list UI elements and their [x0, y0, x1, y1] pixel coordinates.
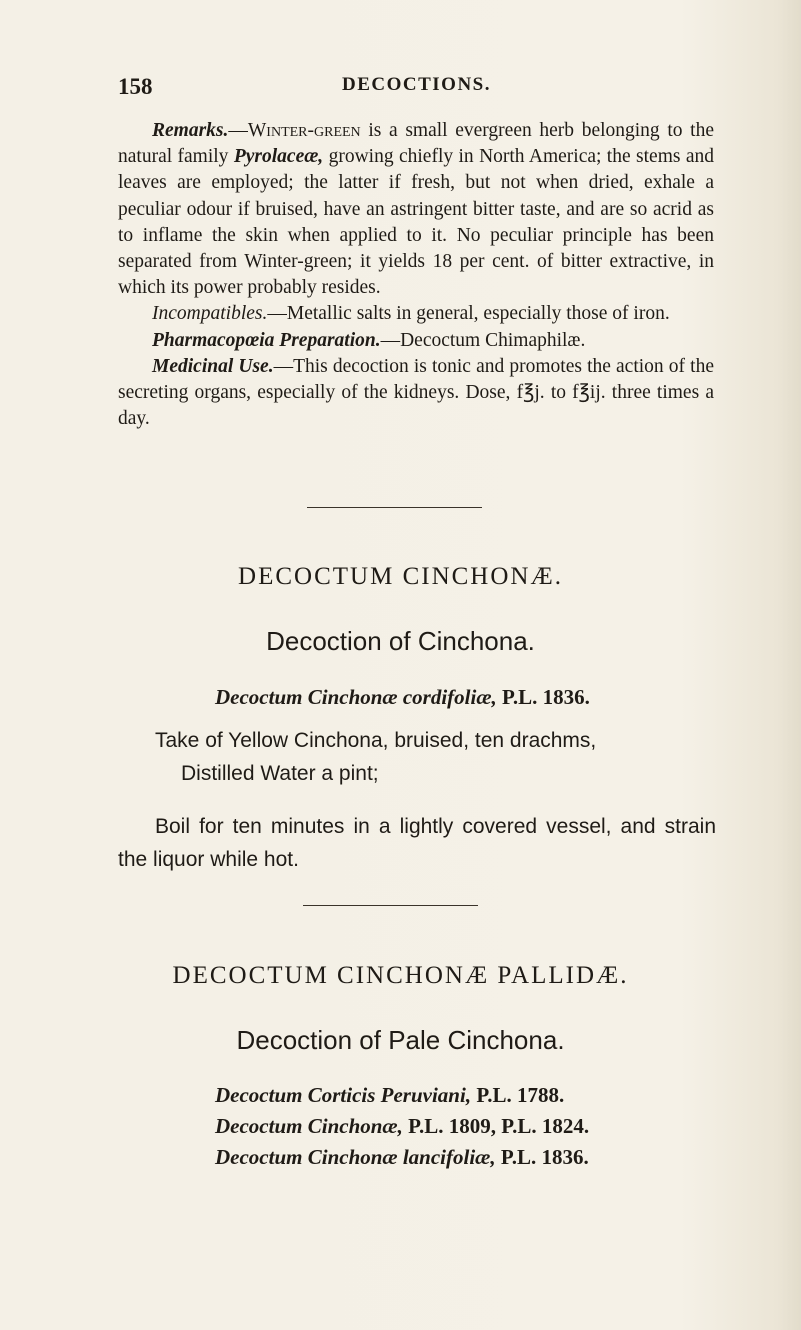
- remarks-text-2: growing chiefly in North America; the stems and leaves are employed; the latter if fresh, but not when dried, exhale a peculiar odour if bruised, have an astringent bitter taste, and are so acrid as to inflame the skin when applied to it. No peculiar principle has been separated from Winter-green; it yields 18 per cent. of bitter extractive, in which its power probably resides.: [118, 146, 714, 299]
- section-divider: [307, 507, 482, 508]
- medicinal-use-lead: Medicinal Use.: [152, 355, 274, 377]
- ingredient-line: Distilled Water a pint;: [181, 762, 379, 785]
- preparation-text: —Decoctum Chimaphilæ.: [380, 329, 586, 351]
- section-subtitle-cinchonae: Decoction of Cinchona.: [266, 626, 535, 656]
- synonym-name: Decoctum Corticis Peruviani,: [215, 1083, 472, 1107]
- ingredient-line: Take of Yellow Cinchona, bruised, ten drachms,: [155, 729, 597, 752]
- synonym-line: [215, 1114, 589, 1139]
- section-divider: [303, 905, 478, 906]
- incompatibles-paragraph: [118, 301, 714, 327]
- synonym-ref: P.L. 1809, P.L. 1824.: [402, 1114, 590, 1138]
- remarks-block: [118, 118, 714, 432]
- remarks-family: Pyrolaceæ,: [233, 146, 324, 168]
- page-number: 158: [118, 74, 153, 99]
- synonym-ref: P.L. 1836.: [496, 685, 590, 709]
- section-subtitle-pallidae: Decoction of Pale Cinchona.: [236, 1025, 565, 1055]
- synonym-name: Decoctum Cinchonæ,: [215, 1114, 403, 1138]
- remarks-paragraph: [118, 118, 714, 301]
- incompatibles-lead: Incompatibles.: [152, 303, 268, 325]
- section-title-pallidae: DECOCTUM CINCHONÆ PALLIDÆ.: [172, 962, 629, 989]
- section-title-cinchonae: DECOCTUM CINCHONÆ.: [238, 563, 563, 590]
- remarks-lead: Remarks.: [152, 120, 229, 141]
- running-head: DECOCTIONS.: [342, 74, 491, 95]
- synonym-name: Decoctum Cinchonæ cordifoliæ,: [215, 685, 497, 709]
- synonym-line: [215, 685, 590, 710]
- synonym-name: Decoctum Cinchonæ lancifoliæ,: [215, 1145, 496, 1169]
- remarks-subject: —Winter-green: [228, 120, 361, 141]
- synonym-line: [215, 1145, 589, 1170]
- medicinal-use-text: —This decoction is tonic and promotes the action of the secreting organs, especially of the kidneys. Dose, f℥j. to f℥ij. three times a day.: [118, 355, 715, 430]
- medicinal-use-paragraph: [118, 354, 714, 433]
- incompatibles-text: —Metallic salts in general, especially those of iron.: [267, 303, 670, 325]
- recipe-block: [118, 724, 716, 876]
- synonym-line: [215, 1083, 564, 1108]
- preparation-lead: Pharmacopœia Preparation.: [152, 329, 381, 351]
- synonym-ref: P.L. 1788.: [471, 1083, 565, 1107]
- synonym-ref: P.L. 1836.: [495, 1145, 589, 1169]
- directions-paragraph: Boil for ten minutes in a lightly covered vessel, and strain the liquor while hot.: [118, 815, 716, 871]
- preparation-paragraph: [118, 328, 714, 354]
- page-header: [118, 74, 726, 104]
- remarks-text-1: is a small evergreen herb belonging to the natural family: [118, 120, 714, 168]
